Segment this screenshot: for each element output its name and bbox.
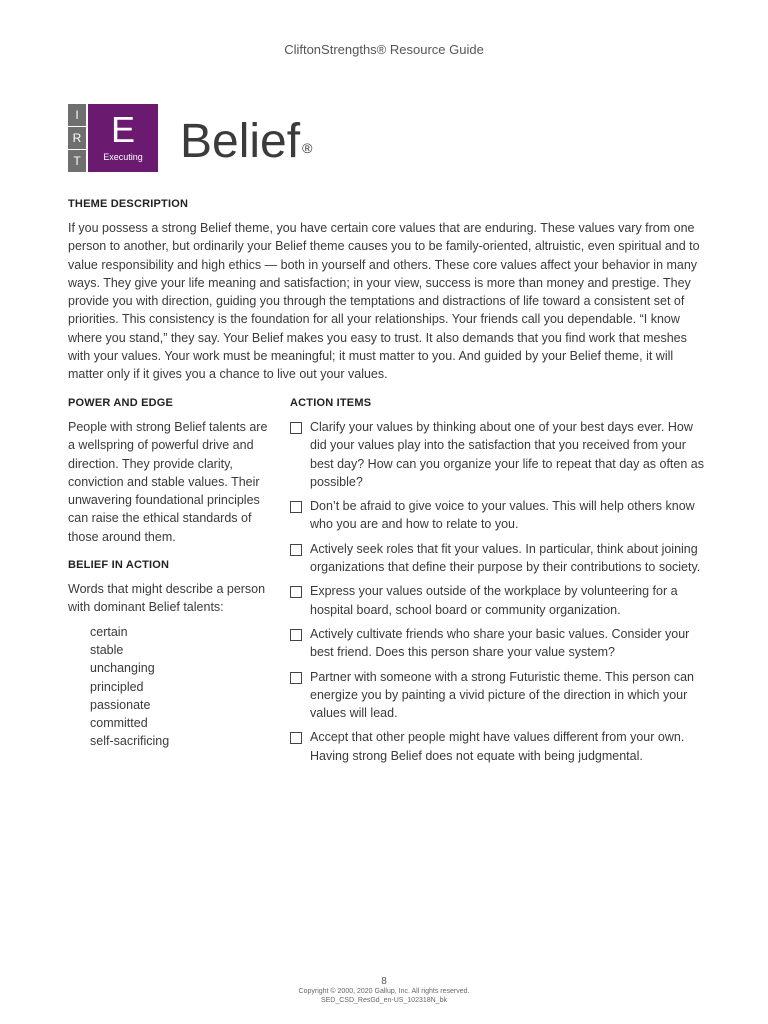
action-checkbox[interactable] bbox=[290, 672, 302, 684]
action-items-list bbox=[290, 418, 708, 765]
domain-letter-relationship: R bbox=[68, 127, 86, 150]
registered-mark: ® bbox=[302, 140, 313, 156]
action-checkbox[interactable] bbox=[290, 586, 302, 598]
action-checkbox[interactable] bbox=[290, 422, 302, 434]
action-item-text: Actively cultivate friends who share your basic values. Consider your best friend. Does this person share your value system? bbox=[310, 626, 690, 660]
power-and-edge-heading: POWER AND EDGE bbox=[68, 397, 174, 409]
page-number: 8 bbox=[381, 976, 387, 987]
action-item-text: Accept that other people might have values different from your own. Having strong Belief does not equate with being judgmental. bbox=[310, 730, 685, 763]
right-column bbox=[290, 397, 708, 771]
action-checkbox[interactable] bbox=[290, 544, 302, 556]
document-code: SED_CSD_ResGd_en-US_102318N_bk bbox=[320, 997, 448, 1004]
theme-title bbox=[180, 112, 312, 172]
descriptor-word: committed bbox=[90, 716, 148, 731]
power-and-edge-body: People with strong Belief talents are a wellspring of powerful drive and direction. They provide clarity, conviction and stable values. Their unwavering foundational principles can raise the ethical standards of those around them. bbox=[68, 420, 268, 544]
action-item bbox=[290, 625, 708, 662]
page-footer bbox=[0, 976, 768, 1005]
domain-side-letters bbox=[68, 104, 86, 172]
descriptor-word: certain bbox=[90, 624, 128, 639]
descriptor-word: stable bbox=[90, 642, 124, 657]
theme-description-body: If you possess a strong Belief theme, you have certain core values that are enduring. These values vary from one person to another, but ordinarily your Belief theme causes you to be family-oriented, altruistic, even spiritual and to value responsibility and high ethics — both in yourself and others. These core values affect your behavior in many ways. They give your life meaning and satisfaction; in your view, success is more than money and prestige. They provide you with direction, guiding you through the temptations and distractions of life toward a consistent set of priorities. This consistency is the foundation for all your relationships. Your friends call you dependable. “I know where you stand,” they say. Your Belief makes you easy to trust. It also demands that you find work that meshes with your values. Your work must be meaningful; it must matter to you. And guided by your Belief theme, it will matter only if it gives you a chance to live out your values. bbox=[68, 221, 700, 382]
theme-name: Belief bbox=[180, 115, 301, 168]
action-item bbox=[290, 668, 708, 723]
action-checkbox[interactable] bbox=[290, 501, 302, 513]
action-item bbox=[290, 418, 708, 491]
action-item bbox=[290, 497, 708, 534]
domain-letter: E bbox=[110, 109, 135, 150]
header-title: CliftonStrengths® Resource Guide bbox=[284, 42, 484, 57]
action-item-text: Don’t be afraid to give voice to your values. This will help others know who you are and how to relate to you. bbox=[310, 499, 695, 532]
belief-in-action-heading: BELIEF IN ACTION bbox=[68, 559, 170, 572]
action-checkbox[interactable] bbox=[290, 629, 302, 641]
action-item bbox=[290, 582, 708, 619]
domain-name: Executing bbox=[103, 152, 143, 162]
action-item-text: Express your values outside of the workplace by volunteering for a hospital board, school board or community organization. bbox=[310, 584, 678, 617]
action-item-text: Partner with someone with a strong Futuristic theme. This person can energize you by painting a vivid picture of the direction in which your values will lead. bbox=[310, 669, 694, 721]
left-column bbox=[68, 397, 273, 751]
descriptor-word: principled bbox=[90, 679, 144, 694]
domain-letter-influencing: I bbox=[68, 104, 86, 127]
copyright-text: Copyright © 2000, 2020 Gallup, Inc. All rights reserved. bbox=[298, 988, 470, 995]
action-item bbox=[290, 728, 708, 765]
domain-badge bbox=[88, 104, 158, 172]
action-item-text: Actively seek roles that fit your values. In particular, think about joining organizations that define their purpose by their contributions to society. bbox=[310, 541, 701, 575]
descriptor-word: passionate bbox=[90, 697, 151, 712]
theme-description-heading: THEME DESCRIPTION bbox=[68, 198, 189, 210]
action-checkbox[interactable] bbox=[290, 732, 302, 744]
domain-letter-thinking: T bbox=[68, 150, 86, 172]
descriptor-word: self-sacrificing bbox=[90, 734, 170, 749]
action-items-heading: ACTION ITEMS bbox=[290, 397, 372, 409]
descriptor-word: unchanging bbox=[90, 661, 155, 676]
belief-in-action-intro: Words that might describe a person with dominant Belief talents: bbox=[68, 582, 266, 615]
action-item bbox=[290, 540, 708, 577]
action-item-text: Clarify your values by thinking about one of your best days ever. How did your values play into the satisfaction that you received from your best day? How can you organize your life to repeat that day as often as possible? bbox=[310, 420, 704, 489]
descriptor-list bbox=[90, 623, 273, 751]
